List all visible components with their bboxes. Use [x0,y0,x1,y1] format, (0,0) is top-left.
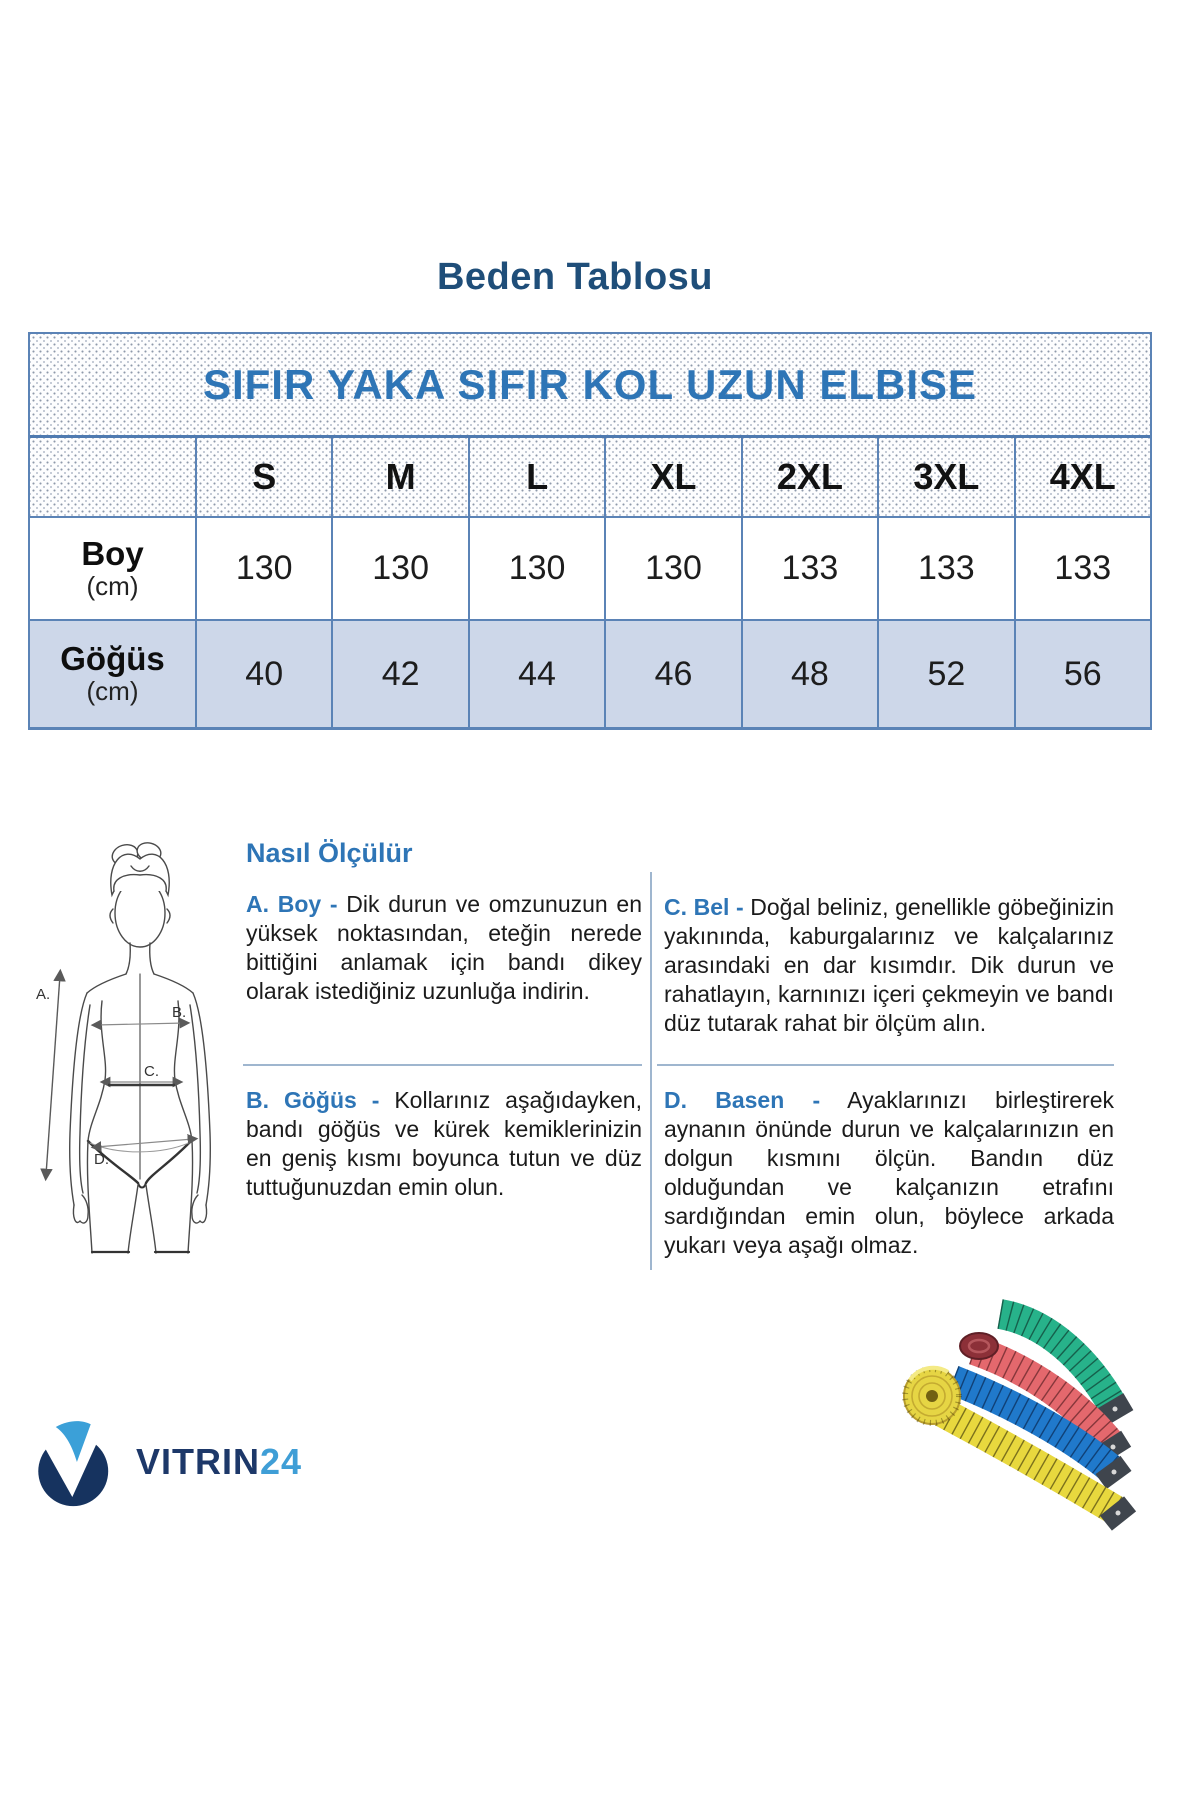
guide-item-lead: B. Göğüs - [246,1087,380,1113]
table-cell: 130 [468,518,604,619]
measure-line-d [96,1139,193,1147]
guide-item-bel [664,893,1114,1038]
body-figure-illustration [28,833,238,1257]
row-label-text: Boy [81,534,144,572]
size-table [28,332,1152,730]
measure-line-a [46,975,60,1175]
table-cell: 44 [468,621,604,727]
divider-vertical [650,872,652,1270]
table-row-gogus [30,619,1150,727]
product-title-band: SIFIR YAKA SIFIR KOL UZUN ELBISE [30,334,1150,438]
size-col-header: 4XL [1014,438,1150,516]
row-unit-text: (cm) [86,676,139,706]
guide-item-gogus [246,1086,642,1202]
figure-head [110,840,170,947]
table-cell: 133 [741,518,877,619]
table-cell: 46 [604,621,740,727]
table-row-boy [30,516,1150,619]
guide-item-basen [664,1086,1114,1260]
logo-wordmark [136,1441,302,1483]
measuring-tapes-svg [852,1288,1182,1588]
guide-item-text: Kollarınız aşağıdayken, bandı göğüs ve kürek kemiklerinizin en geniş kısmı boyunca tutun ve düz tuttuğunuzdan emin olun. [246,1087,642,1200]
figure-label-c: C. [144,1063,159,1080]
size-col-header: L [468,438,604,516]
table-cell: 130 [604,518,740,619]
row-label-boy [30,518,195,619]
guide-item-text: Ayaklarınızı birleştirerek aynanın önünde durun ve kalçalarınızın en dolgun kısmını ölçün. Bandın düz olduğundan ve kalçanızın etrafını sardığından emin olun, böylece arkada yukarı veya aşağı olmaz. [664,1087,1114,1258]
guide-item-text: Doğal beliniz, genellikle göbeğinizin yakınında, kaburgalarınız ve kalçalarınız arasındaki en dar kısımdır. Dik durun ve rahatlayın, karnınızı içeri çekmeyin ve bandı düz tutarak rahat bir ölçüm alın. [664,894,1115,1036]
table-cell: 42 [331,621,467,727]
table-cell: 52 [877,621,1013,727]
logo-text: VITRIN [136,1441,261,1482]
table-cell: 56 [1014,621,1150,727]
row-unit-text: (cm) [86,570,139,601]
size-col-header: XL [604,438,740,516]
guide-item-lead: A. Boy - [246,891,338,917]
size-col-header: S [195,438,331,516]
table-cell: 40 [195,621,331,727]
table-cell: 133 [1014,518,1150,619]
corner-cell [30,438,195,516]
figure-label-b: B. [172,1004,187,1021]
table-cell: 130 [331,518,467,619]
body-figure-svg [28,833,238,1257]
guide-item-text: Dik durun ve omzunuzun en yüksek noktasından, eteğin nerede bittiğini anlamak için bandı dikey olarak istediğiniz uzunluğa indirin. [246,891,643,1004]
figure-label-d: D. [94,1151,109,1168]
logo-number: 24 [260,1441,303,1482]
size-header-row [30,438,1150,516]
row-label-gogus [30,621,195,727]
guide-item-lead: C. Bel - [664,894,744,920]
row-label-text: Göğüs [60,640,165,677]
table-cell: 130 [195,518,331,619]
table-cell: 133 [877,518,1013,619]
tape-coil [904,1368,960,1424]
divider-left [243,1064,642,1066]
figure-measure-lines [36,975,193,1175]
size-col-header: 3XL [877,438,1013,516]
table-cell: 48 [741,621,877,727]
brand-logo [30,1416,302,1508]
guide-item-boy [246,890,642,1006]
vitrin24-logo-icon [30,1416,122,1508]
page-title: Beden Tablosu [436,256,714,298]
figure-body [70,943,211,1253]
measuring-tapes-image [852,1288,1182,1588]
figure-label-a: A. [36,986,51,1003]
divider-right [657,1064,1114,1066]
guide-item-lead: D. Basen - [664,1087,821,1113]
size-col-header: 2XL [741,438,877,516]
guide-heading: Nasıl Ölçülür [246,838,413,868]
size-col-header: M [331,438,467,516]
